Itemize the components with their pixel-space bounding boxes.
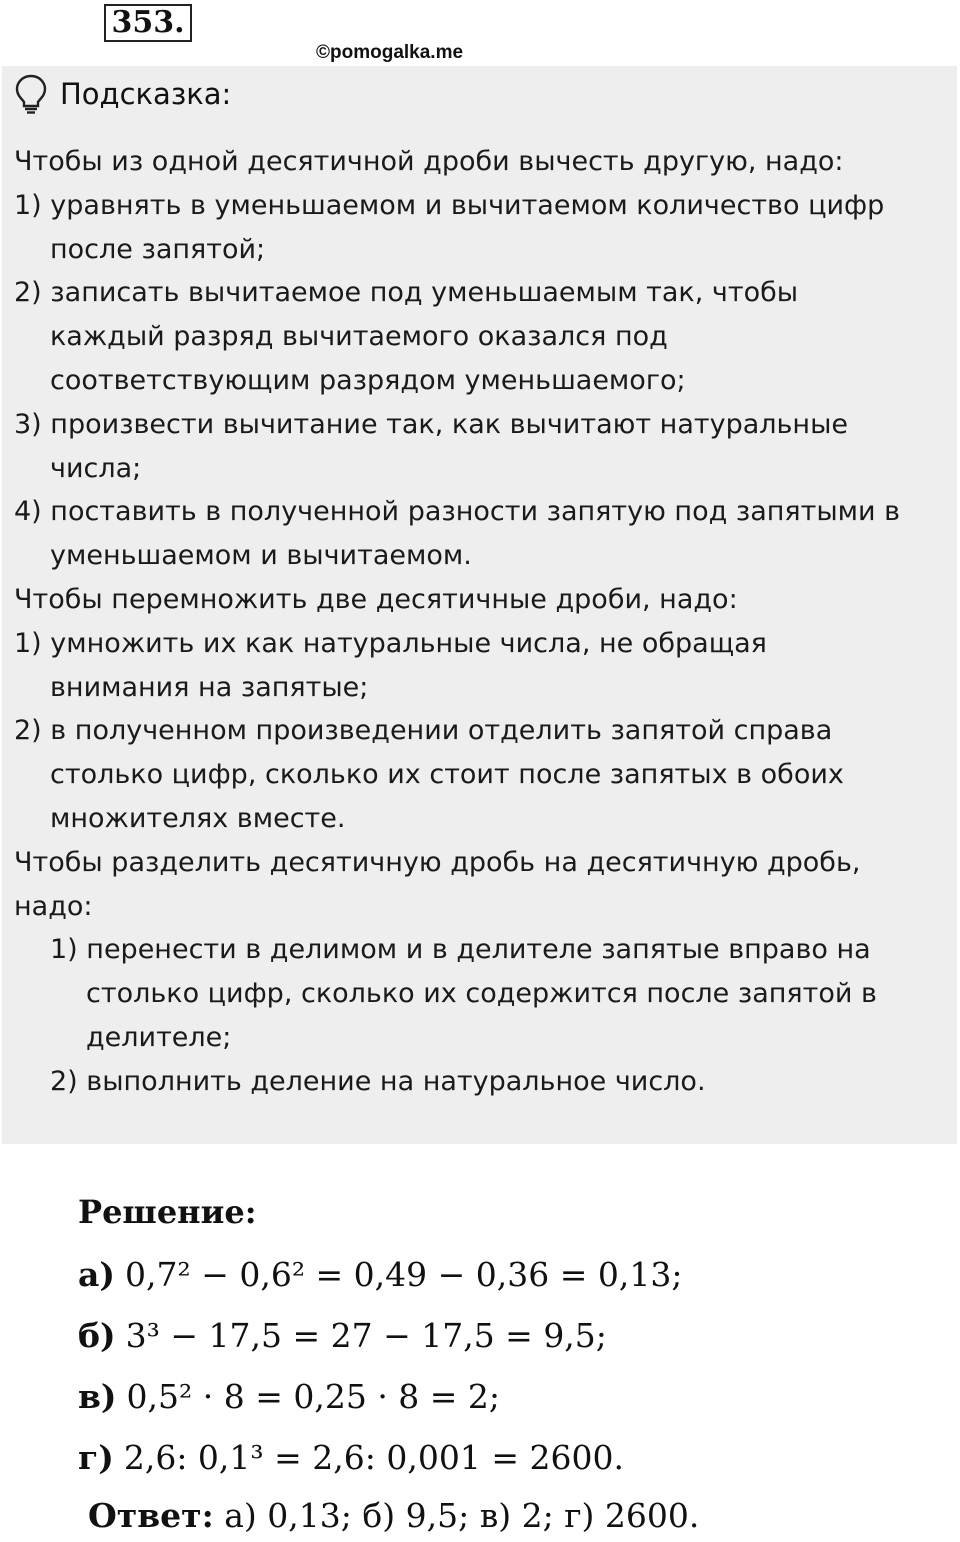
solution-items bbox=[78, 1244, 683, 1488]
hint-line: 3) произвести вычитание так, как вычитают натуральные bbox=[14, 408, 849, 440]
hint-line: внимания на запятые; bbox=[50, 671, 369, 703]
solution-line bbox=[78, 1305, 683, 1366]
solution-label: в) bbox=[78, 1377, 117, 1416]
hint-line: Чтобы разделить десятичную дробь на десятичную дробь, bbox=[14, 846, 861, 878]
hint-line: 1) уравнять в уменьшаемом и вычитаемом количество цифр bbox=[14, 189, 885, 221]
solution-line bbox=[78, 1427, 683, 1488]
hint-line: Чтобы перемножить две десятичные дроби, надо: bbox=[14, 583, 738, 615]
hint-line: 2) выполнить деление на натуральное число. bbox=[50, 1065, 706, 1097]
hint-line: Чтобы из одной десятичной дроби вычесть другую, надо: bbox=[14, 146, 844, 177]
hint-title: Подсказка: bbox=[60, 77, 232, 111]
hint-line: надо: bbox=[14, 890, 93, 922]
solution-label: б) bbox=[78, 1316, 116, 1355]
hint-line: множителях вместе. bbox=[50, 802, 346, 834]
hint-line: 1) умножить их как натуральные числа, не обращая bbox=[14, 627, 767, 659]
hint-line: каждый разряд вычитаемого оказался под bbox=[50, 321, 668, 353]
hint-line: 2) записать вычитаемое под уменьшаемым так, чтобы bbox=[14, 277, 799, 309]
solution-expression: 2,6: 0,1³ = 2,6: 0,001 = 2600. bbox=[123, 1438, 624, 1477]
hint-line: после запятой; bbox=[50, 233, 266, 265]
hint-line: делителе; bbox=[86, 1021, 232, 1053]
solution-line bbox=[78, 1244, 683, 1305]
hint-line: столько цифр, сколько их стоит после запятых в обоих bbox=[50, 759, 844, 791]
answer-text: а) 0,13; б) 9,5; в) 2; г) 2600. bbox=[224, 1496, 700, 1535]
hint-line: соответствующим разрядом уменьшаемого; bbox=[50, 364, 686, 396]
task-number: 353. bbox=[104, 4, 192, 42]
hint-line: числа; bbox=[50, 452, 142, 484]
solution-expression: 3³ − 17,5 = 27 − 17,5 = 9,5; bbox=[125, 1316, 607, 1355]
hint-line: уменьшаемом и вычитаемом. bbox=[50, 540, 472, 572]
answer bbox=[88, 1496, 699, 1535]
solution bbox=[78, 1190, 683, 1488]
solution-expression: 0,5² · 8 = 0,25 · 8 = 2; bbox=[126, 1377, 501, 1416]
lightbulb-icon bbox=[14, 73, 48, 115]
solution-line bbox=[78, 1366, 683, 1427]
answer-label: Ответ: bbox=[88, 1496, 214, 1535]
hint-body bbox=[14, 140, 949, 1104]
hint-header bbox=[14, 72, 231, 116]
solution-title: Решение: bbox=[78, 1193, 257, 1231]
hint-line: 1) перенести в делимом и в делителе запятые вправо на bbox=[50, 934, 871, 966]
hint-line: 4) поставить в полученной разности запятую под запятыми в bbox=[14, 496, 901, 528]
solution-label: а) bbox=[78, 1255, 115, 1294]
hint-line: столько цифр, сколько их содержится после запятой в bbox=[86, 978, 877, 1010]
solution-expression: 0,7² − 0,6² = 0,49 − 0,36 = 0,13; bbox=[125, 1255, 683, 1294]
hint-line: 2) в полученном произведении отделить запятой справа bbox=[14, 715, 833, 747]
watermark: ©pomogalka.me bbox=[316, 42, 464, 63]
solution-label: г) bbox=[78, 1438, 114, 1477]
